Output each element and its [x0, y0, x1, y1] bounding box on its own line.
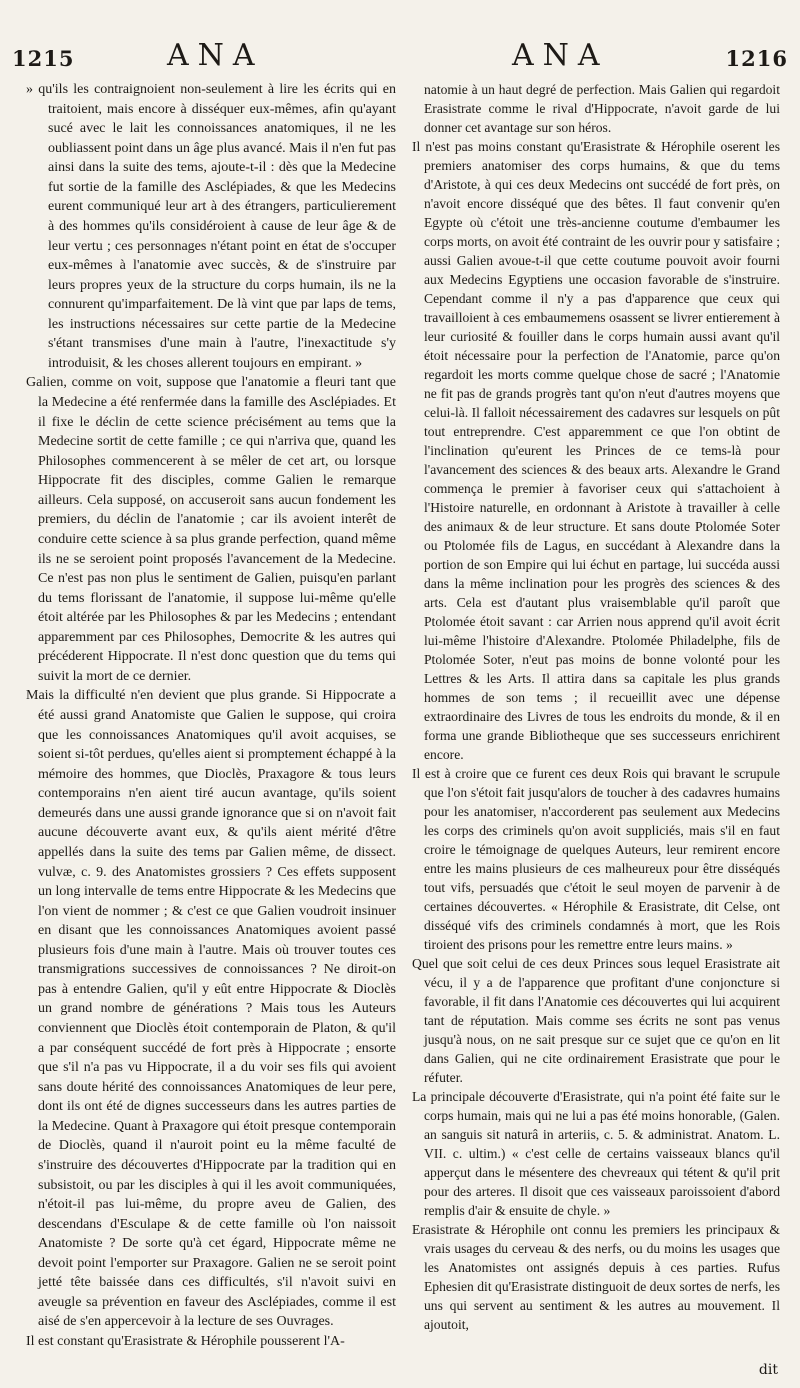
left-column [26, 80, 396, 1352]
right-column [412, 80, 780, 1334]
paragraph: Mais la difficulté n'en devient que plus grande. Si Hippocrate a été aussi grand Anatomiste que Galien le suppose, qui croira que les connoissances Anatomiques qu'il avoit acquises, se soient si-tôt perdues, qu'elles aient si promptement échappé à la mémoire des hommes, que Dioclès, Praxagore & tous leurs contemporains n'en aient tiré aucun avantage, qu'ils soient demeurés dans une aussi grande ignorance que si on n'avoit fait aucune découverte avant eux, & qu'ils aient mérité d'être appellés dans la suite des tems par Galien même, de dissect. vulvæ, c. 9. des Anatomistes grossiers ? Ces effets supposent un long intervalle de tems entre Hippocrate & les Medecins que l'on vient de nommer ; & c'est ce que Galien voudroit insinuer en disant que les connoissances Anatomiques avoient passé plusieurs fois d'une main à l'autre. Mais où trouver toutes ces transmigrations successives de connoissances ? Ne diroit-on pas à entendre Galien, qu'il y eût entre Hippocrate & Dioclès un grand nombre de générations ? Mais tous les Auteurs conviennent que Dioclès étoit contemporain de Platon, & qu'il a par conséquent succédé de fort près à Hippocrate ; ensorte que s'il n'a pas vu Hippocrate, il a du voir ses fils qui avoient sans doute hérité des connoissances Anatomiques de leur pere, dont ils ont été de dignes successeurs dans les autres parties de la Medecine. Quant à Praxagore qui étoit presque contemporain de Dioclès, quand il n'auroit point eu la même faculté de s'instruire des découvertes d'Hippocrate par la tradition qui en subsistoit, ou par les disciples à qui il les avoit communiquées, n'étoit-il pas lui-même, du propre aveu de Galien, des descendans d'Esculape & de cette famille où l'on naissoit Anatomiste ? De sorte qu'à cet égard, Hippocrate même ne devoit point l'emporter sur Praxagore. Galien ne se seroit point jetté tête baissée dans ces difficultés, s'il n'avoit suivi en aveugle sa prévention en faveur des Asclépiades, comme il est aisé de s'en appercevoir à la lecture de ses Ouvrages. [26, 688, 396, 1330]
right-running-title: ANA [512, 38, 609, 73]
paragraph: » qu'ils les contraignoient non-seulement à lire les écrits qui en traitoient, mais encore à disséquer eux-mêmes, afin qu'ayant sucé avec le lait les connoissances anatomiques, il ne les oubliassent point dans un âge plus avancé. Mais il n'en fut pas ainsi dans la suite des tems, ajoute-t-il : dès que la Medecine fut sortie de la famille des Asclépiades, & que les Medecins eurent communiqué leur art à des étrangers, particulierement à des hommes qu'ils considéroient à cause de leur âge & de leur vertu ; ces personnages n'étant point en état de s'occuper eux-mêmes à l'anatomie avec succès, & de s'instruire par leurs propres yeux de la structure du corps humain, ils ne la connurent qu'imparfaitement. De là vint que par laps de tems, les instructions nécessaires sur cette partie de la Medecine s'étant transmises d'une main à l'autre, l'inexactitude s'y introduisit, & les choses allerent toujours en empirant. » [26, 80, 396, 373]
paragraph: Il est constant qu'Erasistrate & Hérophile pousserent l'A- [26, 1334, 345, 1349]
paragraph: Galien, comme on voit, suppose que l'anatomie a fleuri tant que la Medecine a été renfermée dans la famille des Asclépiades. Et il fixe le déclin de cette science précisément au tems que la Medecine sortit de cette famille ; ce qui n'arriva que, quand les Philosophes commencerent à se mêler de cet art, ou lorsque Hippocrate fit des disciples, comme Galien le remarque ailleurs. Cela supposé, on accuseroit sans aucun fondement les premiers, du déclin de l'anatomie ; car ils avoient interêt de conduire cette science à sa plus grande perfection, quand même ils ne se seroient point proposés l'avancement de la Medecine. Ce n'est pas non plus le sentiment de Galien, puisqu'en parlant du tems florissant de l'anatomie, il suppose lui-même qu'elle étoit altérée par les Philosophes & par les Medecins ; entendant apparemment par ces Philosophes, Democrite & les autres qui précéderent Hippocrate. Il n'est donc question que du tems qui suivit la mort de ce dernier. [26, 375, 396, 684]
left-running-title: ANA [167, 38, 264, 73]
left-page-number: 1215 [12, 46, 75, 71]
catchword: dit [758, 1362, 778, 1378]
running-header [12, 38, 788, 78]
right-page-number: 1216 [725, 46, 788, 71]
paragraph: natomie à un haut degré de perfection. Mais Galien qui regardoit Erasistrate comme le rival d'Hippocrate, n'avoit garde de lui donner cet avantage sur son héros. [424, 82, 780, 135]
paragraph: Erasistrate & Hérophile ont connu les premiers les principaux & vrais usages du cerveau & des nerfs, ou du moins les usages que les Anatomistes ont assignés depuis à ces parties. Rufus Ephesien dit qu'Erasistrate distinguoit de deux sortes de nerfs, les uns qui servent au sentiment & les autres au mouvement. Il ajoutoit, [412, 1222, 780, 1332]
paragraph: Quel que soit celui de ces deux Princes sous lequel Erasistrate ait vécu, il y a de l'apparence que profitant d'une conjoncture si favorable, il fit dans l'Anatomie ces découvertes qui lui acquirent tant de réputation. Mais comme ses écrits ne sont pas venus jusqu'à nous, on ne sait presque sur ce sujet que ce qu'on en lit dans Galien, qui ne cite ordinairement Erasistrate que pour le réfuter. [412, 956, 780, 1085]
paragraph: La principale découverte d'Erasistrate, qui n'a point été faite sur le corps humain, mais qui ne lui a pas été moins honorable, (Galen. an sanguis sit naturâ in arteriis, c. 5. & administrat. Anatom. L. VII. c. ultim.) « c'est celle de certains vaisseaux blancs qu'il apperçut dans le mésentere des chevreaux qui tétent & qu'il prit pour des arteres. Il disoit que ces vaisseaux paroissoient d'abord remplis d'air & ensuite de chyle. » [412, 1089, 780, 1218]
paragraph: Il n'est pas moins constant qu'Erasistrate & Hérophile oserent les premiers anatomiser des corps humains, & que du tems d'Aristote, à qui ces deux Medecins ont succédé de fort près, on n'avoit encore disséqué que des bêtes. Il faut convenir qu'en Egypte où c'étoit une très-ancienne coutume d'embaumer les corps morts, on avoit été contraint de les ouvrir pour y satisfaire ; aussi Galien avoue-t-il que cette coutume pouvoit avoir fourni aux Medecins Egyptiens une occasion favorable de s'instruire. Cependant comme il n'y a pas d'apparence que ceux qui travailloient à ces embaumemens osassent se livrer entierement à leur curiosité & fouiller dans le corps humain aussi avant qu'il étoit nécessaire pour la perfection de l'Anatomie, parce qu'on regardoit les morts comme quelque chose de sacré ; l'Anatomie ne fit pas de grands progrès tant qu'on n'eut d'autres moyens que celui-là. Il falloit nécessairement des cadavres sur lesquels on pût tout entreprendre. C'est apparemment ce que l'on obtint de l'inclination qu'eurent les Princes de ce tems-là pour l'avancement des sciences & des beaux arts. Alexandre le Grand commença le premier à favoriser ceux qui s'attachoient à l'Histoire naturelle, en ordonnant à Aristote à travailler à celle des animaux & de leur structure. Et sans doute Ptolomée Soter ou Ptolomée fils de Lagus, en succédant à Alexandre dans la portion de son Empire qui lui échut en partage, lui succéda aussi dans la même inclination pour les progrès des sciences & des arts. Cela est d'autant plus vraisemblable qu'il paroît que Ptolomée étoit savant : car Arrien nous apprend qu'il avoit écrit lui-même l'histoire d'Alexandre. Ptolomée Philadelphe, fils de Ptolomée Soter, n'eut pas moins de bonne volonté pour les Lettres & les Arts. Il attira dans sa capitale les plus grands hommes de son tems ; il recueillit avec une dépense extraordinaire des Livres de tous les endroits du monde, & il en forma une grande Bibliotheque que ses successeurs enrichirent encore. [412, 139, 780, 762]
paragraph: Il est à croire que ce furent ces deux Rois qui bravant le scrupule que l'on s'étoit fait jusqu'alors de toucher à des cadavres humains pour les anatomiser, n'accorderent pas seulement aux Medecins les corps des criminels qu'on avoit suppliciés, mais s'il en faut croire le témoignage de quelques Auteurs, leur remirent encore entre les mains plusieurs de ces malheureux pour être disséqués tout vifs, persuadés que c'étoit le seul moyen de parvenir à de certaines découvertes. « Hérophile & Erasistrate, dit Celse, ont disséqué vifs des criminels condamnés à mort, que les Rois tiroient des prisons pour les remettre entre leurs mains. » [412, 766, 780, 952]
